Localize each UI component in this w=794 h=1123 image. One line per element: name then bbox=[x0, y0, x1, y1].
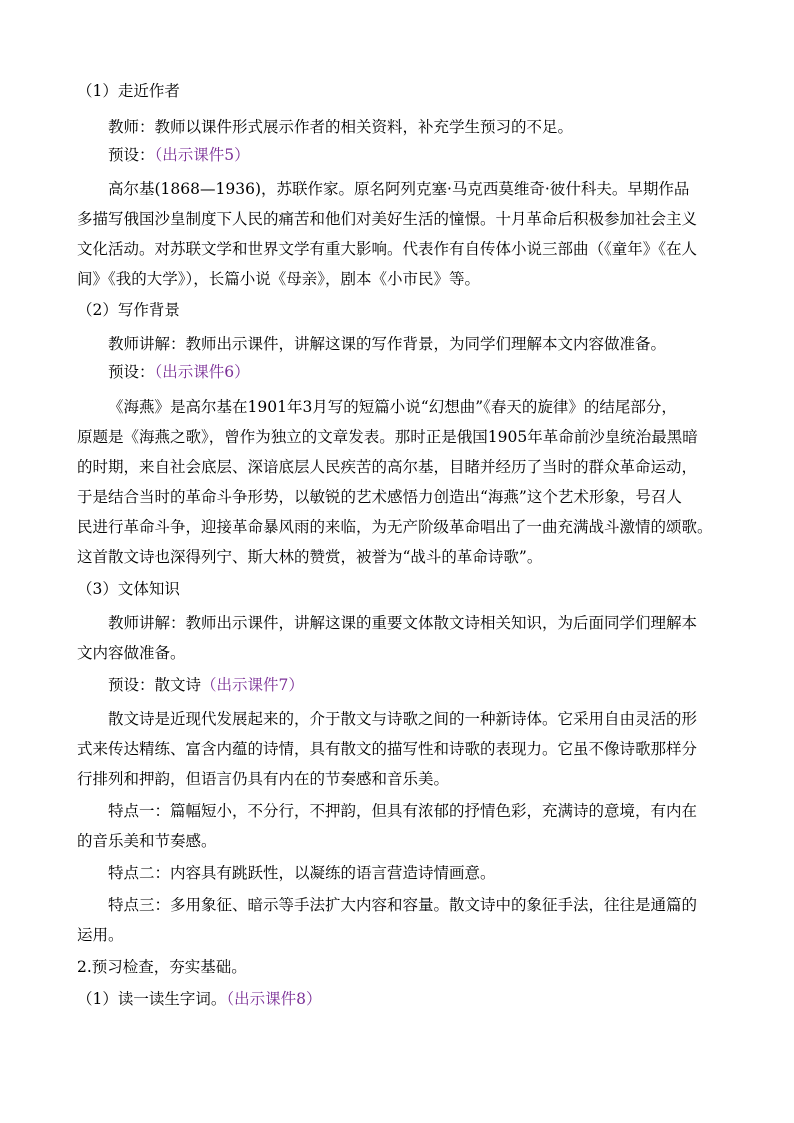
body-line bbox=[77, 924, 727, 946]
line-text: 特点二：内容具有跳跃性，以凝练的语言营造诗情画意。 bbox=[108, 864, 496, 882]
line-text: 预设： bbox=[108, 146, 155, 164]
line-text: 行排列和押韵，但语言仍具有内在的节奏感和音乐美。 bbox=[77, 770, 450, 788]
line-text: 特点三：多用象征、暗示等手法扩大内容和容量。散文诗中的象征手法，往往是通篇的 bbox=[108, 896, 698, 914]
body-line bbox=[108, 178, 728, 200]
line-text: 《海燕》是高尔基在1901年3月写的短篇小说“幻想曲”《春天的旋律》的结尾部分， bbox=[108, 398, 677, 416]
heading-author bbox=[77, 80, 727, 102]
line-text: 间》《我的大学》），长篇小说《母亲》，剧本《小市民》等。 bbox=[77, 270, 481, 288]
body-line bbox=[77, 738, 727, 760]
courseware-reference: （出示课件7） bbox=[201, 676, 304, 694]
line-text: （2）写作背景 bbox=[77, 301, 180, 319]
body-line bbox=[77, 456, 727, 478]
body-line bbox=[108, 708, 728, 730]
line-text: 运用。 bbox=[77, 926, 124, 944]
body-line bbox=[77, 830, 727, 852]
body-line bbox=[77, 426, 727, 448]
body-line bbox=[77, 642, 727, 664]
line-text: 预设： bbox=[108, 363, 155, 381]
body-line bbox=[77, 516, 727, 538]
line-text: （1）读一读生字词。 bbox=[77, 990, 227, 1008]
line-text: 教师：教师以课件形式展示作者的相关资料，补充学生预习的不足。 bbox=[108, 118, 574, 136]
line-text: 教师讲解：教师出示课件，讲解这课的写作背景，为同学们理解本文内容做准备。 bbox=[108, 335, 667, 353]
feature-two bbox=[108, 862, 728, 884]
line-text: 原题是《海燕之歌》，曾作为独立的文章发表。那时正是俄国1905年革命前沙皇统治最黑暗 bbox=[77, 428, 698, 446]
courseware-reference: （出示课件8） bbox=[226, 990, 322, 1008]
line-text: 预设：散文诗 bbox=[108, 676, 202, 694]
paragraph-teacher bbox=[108, 333, 728, 355]
body-line bbox=[77, 268, 727, 290]
line-text: 文内容做准备。 bbox=[77, 644, 186, 662]
heading-preview-check bbox=[77, 956, 727, 978]
line-text: 的音乐美和节奏感。 bbox=[77, 832, 217, 850]
body-line bbox=[77, 768, 727, 790]
line-text: 散文诗是近现代发展起来的，介于散文与诗歌之间的一种新诗体。它采用自由灵活的形 bbox=[108, 710, 698, 728]
line-text: 文化活动。对苏联文学和世界文学有重大影响。代表作有自传体小说三部曲（《童年》《在人 bbox=[77, 240, 698, 258]
preset-line bbox=[108, 361, 728, 383]
paragraph-teacher bbox=[108, 116, 728, 138]
line-text: 特点一：篇幅短小，不分行，不押韵，但具有浓郁的抒情色彩，充满诗的意境，有内在 bbox=[108, 802, 698, 820]
line-text: 民进行革命斗争，迎接革命暴风雨的来临，为无产阶级革命唱出了一曲充满战斗激情的颂歌。 bbox=[77, 518, 713, 536]
line-text: （3）文体知识 bbox=[77, 580, 180, 598]
feature-one bbox=[108, 800, 728, 822]
body-line bbox=[108, 396, 728, 418]
courseware-reference: （出示课件6） bbox=[154, 363, 250, 381]
heading-background bbox=[77, 299, 727, 321]
line-text: 教师讲解：教师出示课件，讲解这课的重要文体散文诗相关知识，为后面同学们理解本 bbox=[108, 614, 698, 632]
heading-genre bbox=[77, 578, 727, 600]
line-text: 这首散文诗也深得列宁、斯大林的赞赏，被誉为“战斗的革命诗歌”。 bbox=[77, 548, 543, 566]
line-text: 高尔基(1868—1936)，苏联作家。原名阿列克塞·马克西莫维奇·彼什科夫。早期作品 bbox=[108, 180, 690, 198]
body-line bbox=[77, 238, 727, 260]
preset-line bbox=[108, 674, 728, 696]
line-text: 式来传达精练、富含内蕴的诗情，具有散文的描写性和诗歌的表现力。它虽不像诗歌那样分 bbox=[77, 740, 698, 758]
courseware-reference: （出示课件5） bbox=[154, 146, 250, 164]
paragraph-teacher bbox=[108, 612, 728, 634]
line-text: 多描写俄国沙皇制度下人民的痛苦和他们对美好生活的憧憬。十月革命后积极参加社会主义 bbox=[77, 210, 698, 228]
body-line bbox=[77, 546, 727, 568]
feature-three bbox=[108, 894, 728, 916]
line-text: 的时期，来自社会底层、深谙底层人民疾苦的高尔基，目睹并经历了当时的群众革命运动， bbox=[77, 458, 698, 476]
body-line bbox=[77, 208, 727, 230]
body-line bbox=[77, 486, 727, 508]
line-text: 于是结合当时的革命斗争形势，以敏锐的艺术感悟力创造出“海燕”这个艺术形象，号召人 bbox=[77, 488, 682, 506]
preset-line bbox=[108, 144, 728, 166]
line-text: （1）走近作者 bbox=[77, 82, 180, 100]
line-text: 2.预习检查，夯实基础。 bbox=[77, 958, 247, 976]
heading-read-words bbox=[77, 988, 727, 1010]
